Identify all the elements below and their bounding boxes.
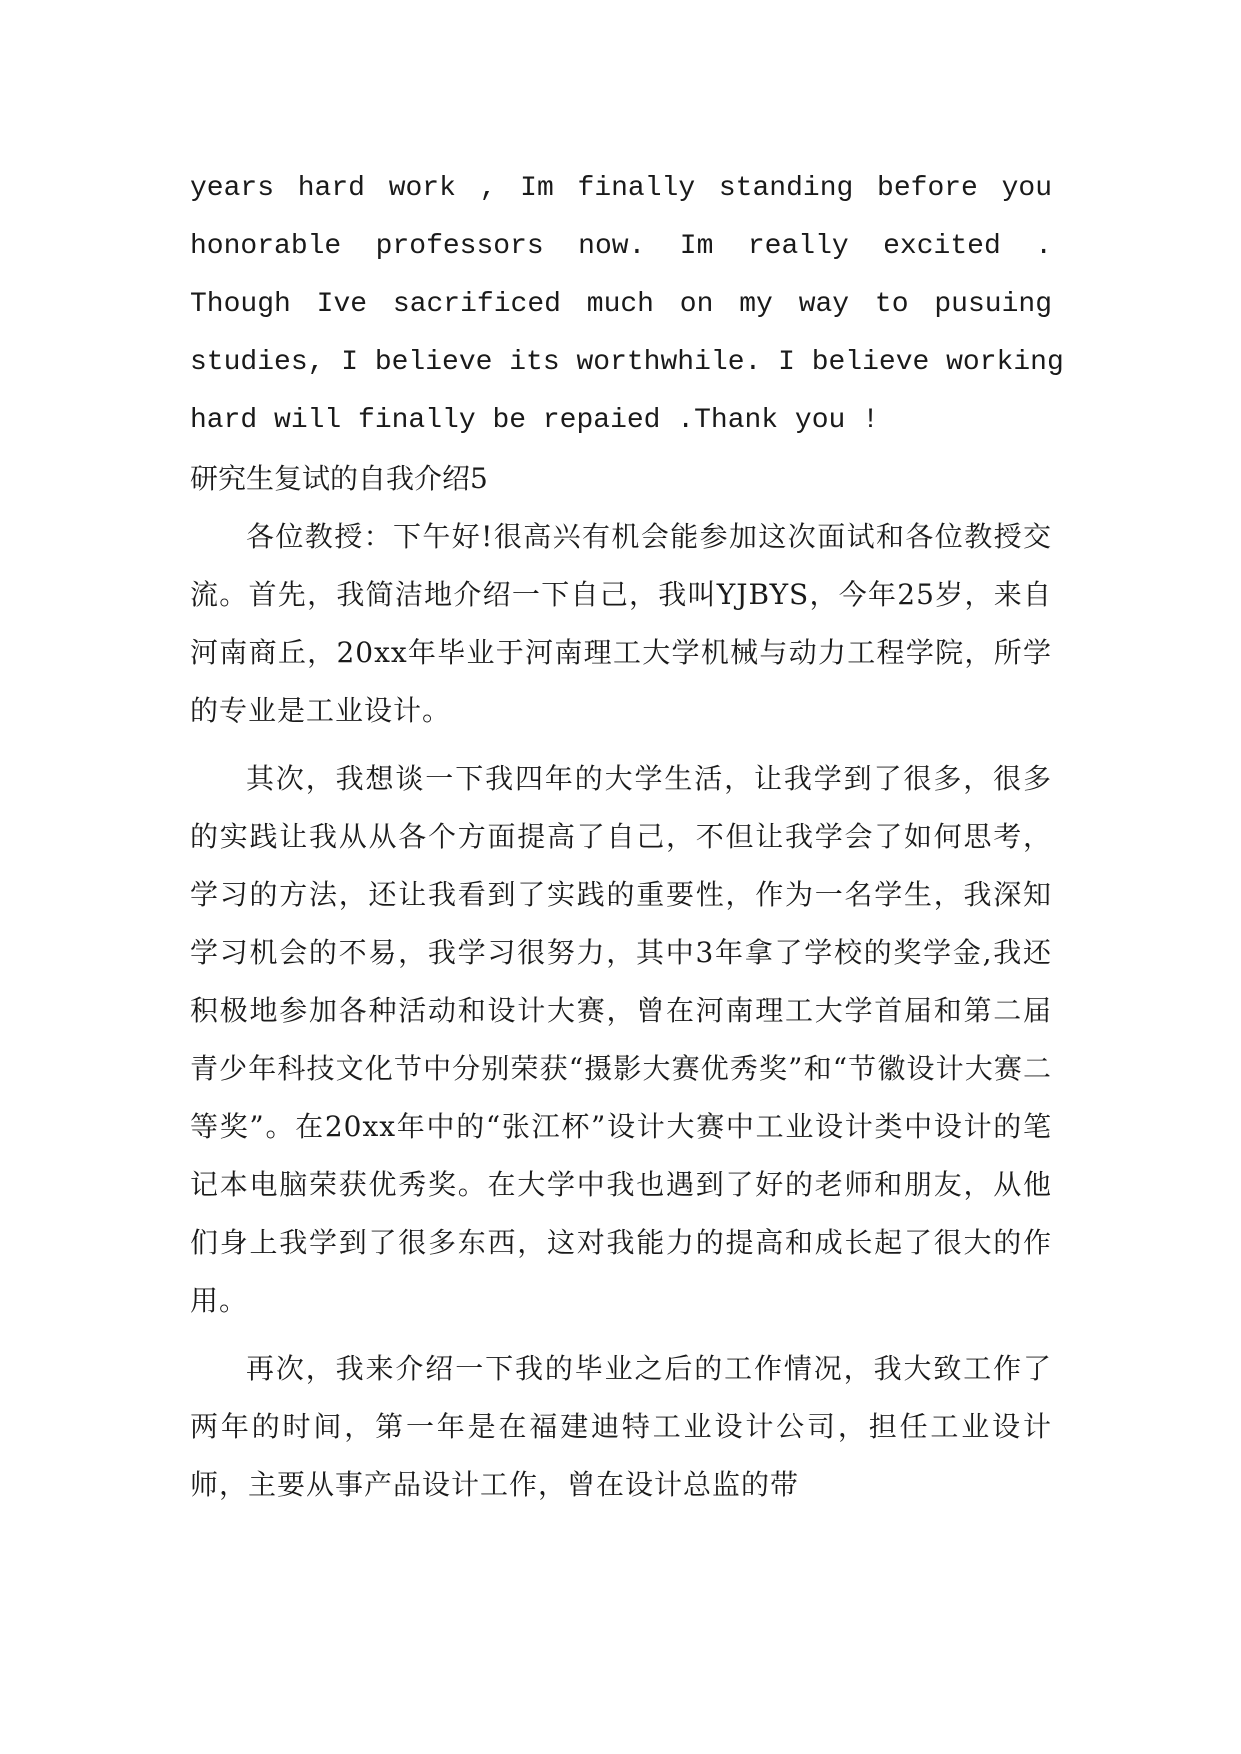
section-title: 研究生复试的自我介绍5	[190, 462, 488, 495]
document-body	[190, 160, 1064, 1524]
chinese-paragraph: 其次，我想谈一下我四年的大学生活，让我学到了很多，很多的实践让我从从各个方面提高了自己，不但让我学会了如何思考，学习的方法，还让我看到了实践的重要性，作为一名学生，我深知学习机会的不易，我学习很努力，其中3年拿了学校的奖学金,我还积极地参加各种活动和设计大赛，曾在河南理工大学首届和第二届青少年科技文化节中分别荣获“摄影大赛优秀奖”和“节徽设计大赛二等奖”。在20xx年中的“张江杯”设计大赛中工业设计类中设计的笔记本电脑荣获优秀奖。在大学中我也遇到了好的老师和朋友，从他们身上我学到了很多东西，这对我能力的提高和成长起了很大的作用。	[190, 762, 1052, 1317]
english-line: honorable professors now. Im really excited .	[190, 231, 1052, 262]
english-line: Though Ive sacrificed much on my way to pusuing	[190, 289, 1052, 320]
english-line: hard will finally be repaied .Thank you !	[190, 405, 879, 436]
english-paragraph	[190, 160, 1064, 450]
chinese-paragraph: 再次，我来介绍一下我的毕业之后的工作情况，我大致工作了两年的时间，第一年是在福建迪特工业设计公司，担任工业设计师，主要从事产品设计工作，曾在设计总监的带	[190, 1352, 1052, 1501]
chinese-paragraph: 各位教授：下午好!很高兴有机会能参加这次面试和各位教授交流。首先，我简洁地介绍一下自己，我叫YJBYS，今年25岁，来自河南商丘，20xx年毕业于河南理工大学机械与动力工程学院，所学的专业是工业设计。	[190, 520, 1052, 727]
english-line: years hard work , Im finally standing before you	[190, 173, 1052, 204]
english-line: studies, I believe its worthwhile. I believe working	[190, 347, 1064, 378]
